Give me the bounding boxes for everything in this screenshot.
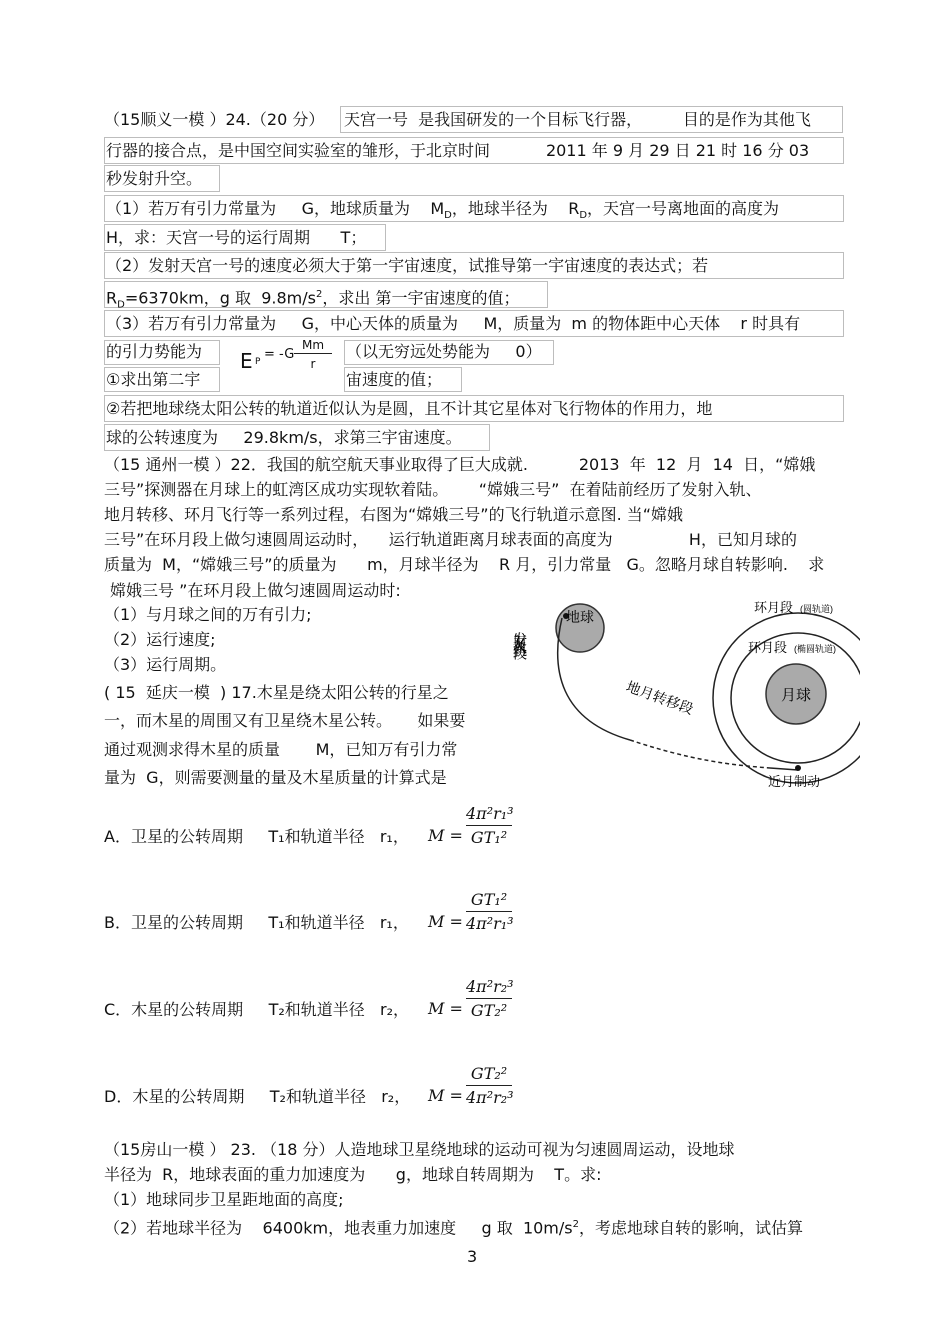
option-d-formula: GT₂² 4π²r₂³ xyxy=(466,1064,514,1107)
q2-sub3: （3）运行周期。 xyxy=(104,655,227,674)
moon-label: 月球 xyxy=(780,687,812,704)
q2-line3: 地月转移、环月飞行等一系列过程，右图为“嫦娥三号”的飞行轨道示意图. 当“嫦娥 xyxy=(104,505,684,524)
q1-part3-line: （3）若万有引力常量为 G，中心天体的质量为 M，质量为 m 的物体距中心天体 r 时具有 xyxy=(106,314,801,333)
q1-sub1a: ①求出第二宇 xyxy=(106,370,201,389)
transfer-label: 地月转移段 xyxy=(624,678,696,718)
option-a-lhs: M = xyxy=(428,826,463,845)
circle-orbit-note: (圆轨道) xyxy=(800,604,833,614)
option-d-lhs: M = xyxy=(428,1086,463,1105)
q2-line6: 嫦娥三号 ”在环月段上做匀速圆周运动时: xyxy=(110,581,401,600)
q1-line3: 秒发射升空。 xyxy=(106,169,203,188)
q2-line2: 三号”探测器在月球上的虹湾区成功实现软着陆。 “嫦娥三号” 在着陆前经历了发射入轨、 xyxy=(104,480,762,499)
q4-line1: （15房山一模 ） 23. （18 分）人造地球卫星绕地球的运动可视为匀速圆周运动，设地球 xyxy=(104,1140,735,1159)
q3-line4: 量为 G，则需要测量的量及木星质量的计算式是 xyxy=(104,768,447,787)
launch-label: 发射及入轨段 xyxy=(512,632,528,660)
q3-line2: 一，而木星的周围又有卫星绕木星公转。 如果要 xyxy=(104,711,466,730)
q2-sub1: （1）与月球之间的万有引力; xyxy=(104,605,312,624)
option-a-text: A．卫星的公转周期 T₁和轨道半径 r₁， xyxy=(104,827,409,846)
q2-sub2: （2）运行速度; xyxy=(104,630,216,649)
q4-line4: （2）若地球半径为 6400km，地表重力加速度 g 取 $10m/s^2$，考虑地球自转的影响，试估算 xyxy=(104,1218,804,1238)
option-c-lhs: M = xyxy=(428,999,463,1018)
option-b-formula: GT₁² 4π²r₁³ xyxy=(466,890,514,933)
q3-line3: 通过观测求得木星的质量 M，已知万有引力常 xyxy=(104,740,458,759)
q1-line2: 行器的接合点，是中国空间实验室的雏形，于北京时间 2011 年 9 月 29 日 21 时 16 分 03 xyxy=(106,141,810,160)
ellipse-orbit-label: 环月段 xyxy=(748,640,788,655)
q2-line5: 质量为 M，“嫦娥三号”的质量为 m，月球半径为 R 月，引力常量 G。忽略月球自转影响. 求 xyxy=(104,555,825,574)
page-number: 3 xyxy=(467,1247,478,1266)
option-d-text: D．木星的公转周期 T₂和轨道半径 r₂， xyxy=(104,1087,411,1106)
q1-part2-line: （2）发射天宫一号的速度必须大于第一宇宙速度，试推导第一宇宙速度的表达式；若 xyxy=(106,256,709,275)
earth-label: 地球 xyxy=(566,609,594,625)
q1-source-label: （15顺义一模 ）24.（20 分） xyxy=(104,110,325,129)
q1-intro-text: 天宫一号 是我国研发的一个目标飞行器， 目的是作为其他飞 xyxy=(344,110,811,129)
q3-line1: ( 15 延庆一模 ) 17.木星是绕太阳公转的行星之 xyxy=(104,683,449,702)
q4-line2: 半径为 R，地球表面的重力加速度为 g，地球自转周期为 T。求: xyxy=(104,1165,602,1184)
q1-sub2-line2: 球的公转速度为 29.8km/s，求第三宇宙速度。 xyxy=(106,428,462,447)
q1-sub2: ②若把地球绕太阳公转的轨道近似认为是圆，且不计其它星体对飞行物体的作用力，地 xyxy=(106,399,713,418)
circle-orbit-label: 环月段 xyxy=(754,600,794,615)
brake-label: 近月制动 xyxy=(768,774,821,789)
q1-sub1b: 宙速度的值； xyxy=(346,370,443,389)
q4-line3: （1）地球同步卫星距地面的高度; xyxy=(104,1190,344,1209)
orbit-diagram xyxy=(500,590,860,790)
option-c-text: C．木星的公转周期 T₂和轨道半径 r₂， xyxy=(104,1000,410,1019)
transfer-trajectory xyxy=(630,740,770,768)
option-c-formula: 4π²r₂³ GT₂² xyxy=(466,977,514,1020)
q1-zero-note: （以无穷远处势能为 0） xyxy=(346,342,542,361)
q2-line1: （15 通州一模 ）22．我国的航空航天事业取得了巨大成就. 2013 年 12 月 14 日，“嫦娥 xyxy=(104,455,816,474)
q1-part1-line2: H，求：天宫一号的运行周期 T； xyxy=(106,228,367,247)
brake-point xyxy=(795,765,801,771)
option-b-text: B．卫星的公转周期 T₁和轨道半径 r₁， xyxy=(104,913,409,932)
option-b-lhs: M = xyxy=(428,912,463,931)
ellipse-orbit-note: (椭圆轨道) xyxy=(794,644,836,654)
q1-part1-line: （1）若万有引力常量为 G，地球质量为 $M_D$，地球半径为 $R_D$，天宫一号离地面的高度为 xyxy=(106,199,780,222)
q2-line4: 三号”在环月段上做匀速圆周运动时， 运行轨道距离月球表面的高度为 H，已知月球的 xyxy=(104,530,797,549)
q1-part2-line2: $R_D=6370km$，g 取 $9.8m/s^2$，求出 第一宇宙速度的值； xyxy=(106,288,520,311)
option-a-formula: 4π²r₁³ GT₁² xyxy=(466,804,514,847)
q1-part3-line2: 的引力势能为 xyxy=(106,342,203,361)
